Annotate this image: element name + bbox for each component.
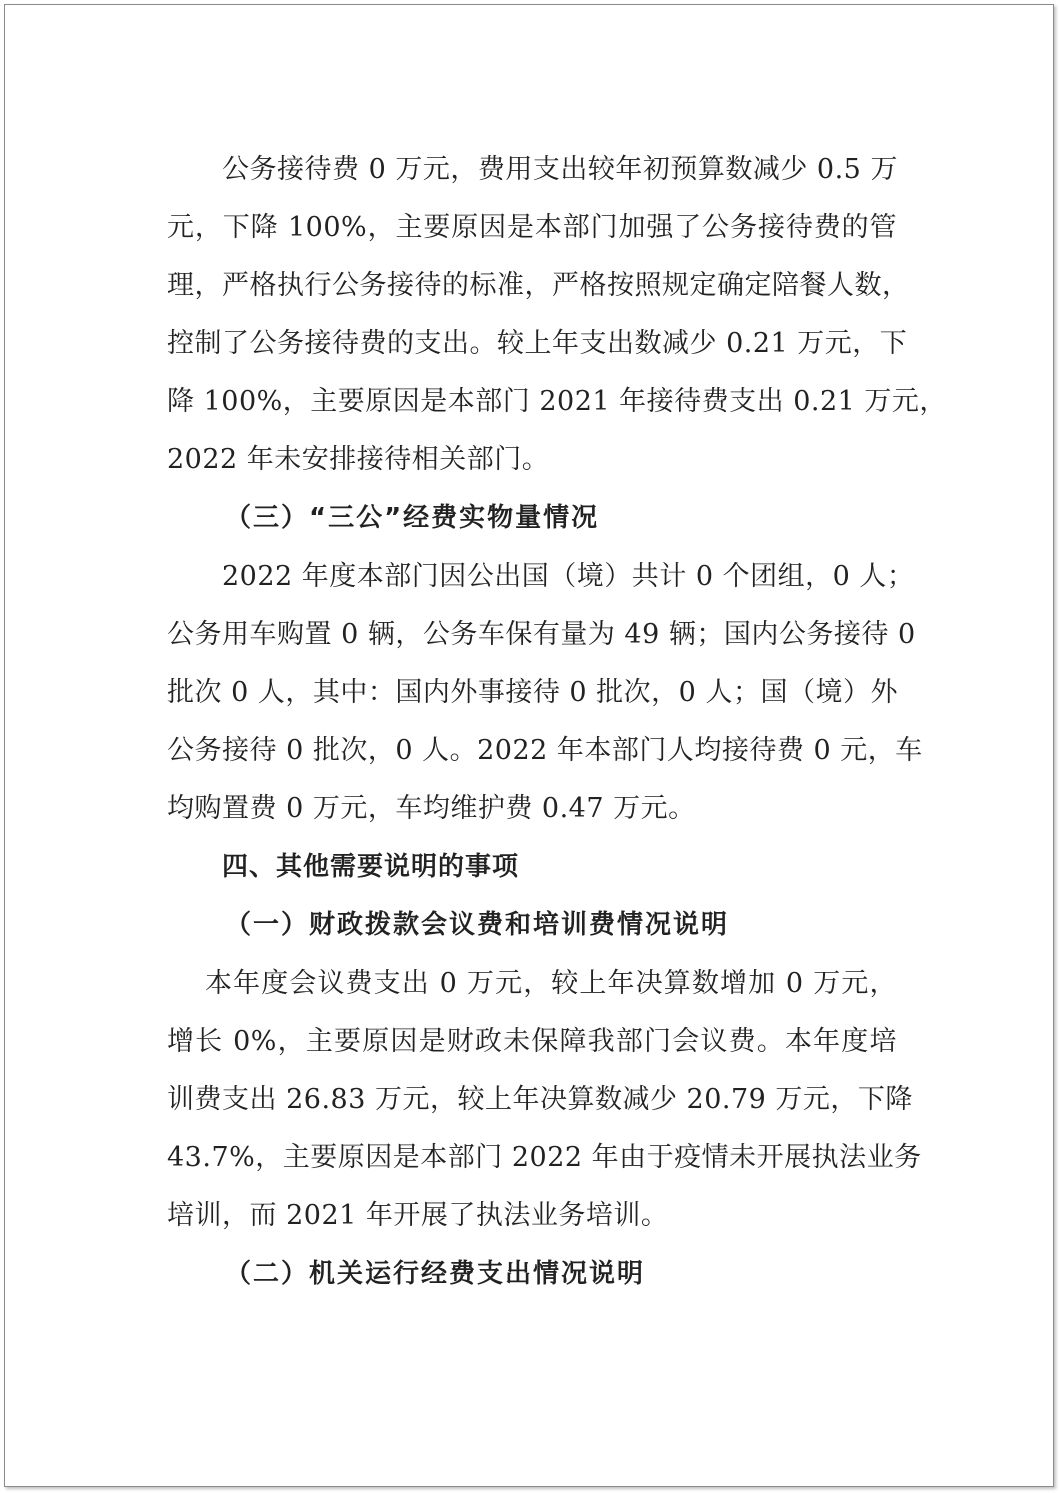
paragraph-physical-line-1: 2022 年度本部门因公出国（境）共计 0 个团组，0 人；: [222, 561, 915, 592]
paragraph-physical-line-2: 公务用车购置 0 辆，公务车保有量为 49 辆；国内公务接待 0: [167, 619, 916, 650]
paragraph-reception-line-3: 理，严格执行公务接待的标准，严格按照规定确定陪餐人数，: [167, 270, 910, 301]
paragraph-reception-line-6: 2022 年未安排接待相关部门。: [167, 444, 550, 475]
paragraph-reception-line-5: 降 100%，主要原因是本部门 2021 年接待费支出 0.21 万元，: [167, 386, 947, 417]
heading-operating-expenses: （二）机关运行经费支出情况说明: [225, 1259, 646, 1289]
paragraph-meeting-line-4: 43.7%，主要原因是本部门 2022 年由于疫情未开展执法业务: [167, 1142, 922, 1173]
heading-meeting-training: （一）财政拨款会议费和培训费情况说明: [225, 910, 730, 940]
paragraph-reception-line-1: 公务接待费 0 万元，费用支出较年初预算数减少 0.5 万: [222, 154, 898, 185]
heading-other-matters: 四、其他需要说明的事项: [222, 852, 520, 882]
heading-physical-quantity: （三）“三公”经费实物量情况: [225, 503, 600, 533]
paragraph-reception-line-2: 元，下降 100%，主要原因是本部门加强了公务接待费的管: [167, 212, 897, 243]
paragraph-meeting-line-5: 培训，而 2021 年开展了执法业务培训。: [167, 1200, 669, 1231]
paragraph-meeting-line-1: 本年度会议费支出 0 万元，较上年决算数增加 0 万元，: [205, 968, 897, 999]
paragraph-physical-line-5: 均购置费 0 万元，车均维护费 0.47 万元。: [167, 793, 696, 824]
paragraph-reception-line-4: 控制了公务接待费的支出。较上年支出数减少 0.21 万元，下: [167, 328, 908, 359]
paragraph-meeting-line-2: 增长 0%，主要原因是财政未保障我部门会议费。本年度培: [167, 1026, 897, 1057]
paragraph-meeting-line-3: 训费支出 26.83 万元，较上年决算数减少 20.79 万元，下降: [167, 1084, 913, 1115]
paragraph-physical-line-3: 批次 0 人，其中：国内外事接待 0 批次，0 人；国（境）外: [167, 677, 898, 708]
paragraph-physical-line-4: 公务接待 0 批次，0 人。2022 年本部门人均接待费 0 元，车: [167, 735, 923, 766]
